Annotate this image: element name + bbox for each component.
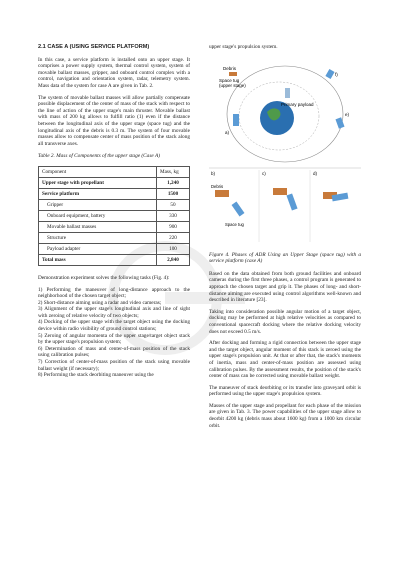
- component-cell: Total mass: [39, 254, 157, 265]
- label-primary-payload: Primary payload: [281, 101, 314, 107]
- table-header-row: [39, 166, 190, 177]
- paragraph: In this case, a service platform is installed onto an upper stage. It comprises a power supply system, thermal control system, system of movable ballast masses, gripper, and onboard control complex with a control, navigation and orientation system, radar, telemetry system. Mass data of the system for case A are given in Tab. 2.: [38, 56, 190, 89]
- debris-icon: [229, 72, 237, 76]
- mass-cell: 1,240: [157, 177, 190, 188]
- mass-cell: 330: [157, 210, 190, 221]
- component-cell: Onboard equipment, battery: [39, 210, 157, 221]
- component-cell: Service platform: [39, 188, 157, 199]
- tug-icon-b: [232, 201, 245, 216]
- component-cell: Structure: [39, 232, 157, 243]
- tug-icon-f: [325, 69, 334, 79]
- adr-phases-diagram: [209, 56, 361, 246]
- mass-cell: 100: [157, 243, 190, 254]
- table-row: [39, 243, 190, 254]
- paragraph: Based on the data obtained from both ground facilities and onboard cameras during the first three phases, a control program is generated to approach the chosen target and grip it. The phases of long- and short-distance aiming are executed using control algorithms well-known and described in literature [23].: [209, 270, 361, 304]
- table-row: [39, 210, 190, 221]
- label-space-tug: Space tug: [219, 77, 240, 83]
- component-cell: Payload adapter: [39, 243, 157, 254]
- figure-4: [209, 56, 361, 246]
- mass-cell: 220: [157, 232, 190, 243]
- task-item: 7) Correction of center-of-mass position of the stack using movable ballast weight (if necessary);: [38, 359, 190, 372]
- task-item: 8) Performing the stack deorbiting maneuver using the: [38, 372, 154, 379]
- debris-icon: [215, 190, 229, 197]
- paragraph: Taking into consideration possible angular motion of a target object, docking may be performed at high relative velocities as compared to conventional spacecraft docking where the relative docking velocity does not exceed 0.5 m/s.: [209, 308, 361, 335]
- task-list: [38, 287, 190, 379]
- tug-icon-c: [286, 193, 297, 210]
- label-phase-a: a): [225, 129, 230, 135]
- table-row: [39, 221, 190, 232]
- tug-icon-a: [233, 114, 239, 126]
- paragraph: upper stage's propulsion system.: [209, 44, 278, 50]
- paragraph: The system of movable ballast masses will allow partially compensate possible displacement of the center of mass of the stack with respect to the line of action of the upper stage's main thruster. Movable ballast with mass of 200 kg allows to fulfill ratio (1) even if the distance between the longitudinal axis of the upper stage (space tug) and the longitudinal axis of the debris is 0.3 m. The system of four movable masses allow to compensate center of mass position of the stack along all transverse axes.: [38, 94, 190, 147]
- right-column: [209, 44, 361, 434]
- paragraph: The maneuver of stack deorbiting or its transfer into graveyard orbit is performed using the upper stage's propulsion system.: [209, 384, 361, 398]
- figure-caption: Figure 4. Phases of ADR Using an Upper Stage (space tug) with a service platform (case A): [209, 251, 361, 265]
- label-phase-d: d): [313, 170, 318, 176]
- tug-icon-e: [335, 117, 344, 128]
- task-item: 6) Determination of mass and center-of-mass position of the stack using calibration pulses;: [38, 345, 190, 359]
- task-item: 2) Short-distance aiming using a radar and video cameras;: [38, 299, 162, 306]
- table-caption: Table 2. Mass of Components of the upper stage (Case A): [38, 153, 160, 160]
- mass-table: [38, 166, 190, 266]
- label-phase-c: c): [262, 170, 266, 176]
- section-heading: 2.1 CASE A (USING SERVICE PLATFORM): [38, 44, 150, 50]
- task-item: 4) Docking of the upper stage with the target object using the docking device within radio visibility of ground control stations;: [38, 319, 190, 333]
- mass-cell: 1500: [157, 188, 190, 199]
- table-row: [39, 199, 190, 210]
- component-cell: Upper stage with propellant: [39, 177, 157, 188]
- paragraph: After docking and forming a rigid connection between the upper stage and the target object, angular moment of this stack is zeroed using the upper stage's propulsion unit. At that or after that, the stack's moments of inertia, mass and center-of-mass position are assessed using calibration pulses. By the assessment results, the position of the stack's center of mass can be corrected using movable ballast weight.: [209, 340, 361, 380]
- paragraph: Masses of the upper stage and propellant for each phase of the mission are given in Tab. 3. The power capabilities of the upper stage allow to deorbit 4200 kg (debris mass about 1600 kg) from a 1000 km circular orbit.: [209, 402, 361, 429]
- label-phase-f: f): [335, 71, 338, 77]
- task-item: 1) Performing the maneuver of long-distance approach to the neighborhood of the chosen target object;: [38, 286, 190, 300]
- label-debris: Debris: [223, 65, 237, 71]
- component-cell: Gripper: [39, 199, 157, 210]
- table-row: [39, 188, 190, 199]
- mass-cell: 50: [157, 199, 190, 210]
- paragraph: Demonstration experiment solves the following tasks (Fig. 4):: [38, 274, 170, 281]
- table-row: [39, 177, 190, 188]
- label-space-tug-b: Space tug: [225, 221, 244, 227]
- mass-cell: 2,840: [157, 254, 190, 265]
- label-debris-b: Debris: [211, 183, 224, 189]
- component-cell: Movable ballast masses: [39, 221, 157, 232]
- mass-cell: 900: [157, 221, 190, 232]
- column-header-mass: Mass, kg: [157, 166, 190, 177]
- label-phase-e: e): [345, 111, 350, 117]
- label-phase-b: b): [211, 170, 216, 176]
- debris-icon: [273, 188, 287, 195]
- table-row: [39, 254, 190, 265]
- primary-payload-icon: [285, 88, 290, 98]
- column-header-component: Component: [39, 166, 157, 177]
- left-column: [38, 44, 190, 379]
- task-item: 3) Alignment of the upper stage's longitudinal axis and line of sight with zeroing of relative velocity of two objects;: [38, 306, 190, 319]
- table-row: [39, 232, 190, 243]
- label-upper-stage: (upper stage): [219, 82, 246, 88]
- task-item: 5) Zeroing of angular momenta of the upper stage/target object stack by the upper stage's propulsion system;: [38, 332, 190, 346]
